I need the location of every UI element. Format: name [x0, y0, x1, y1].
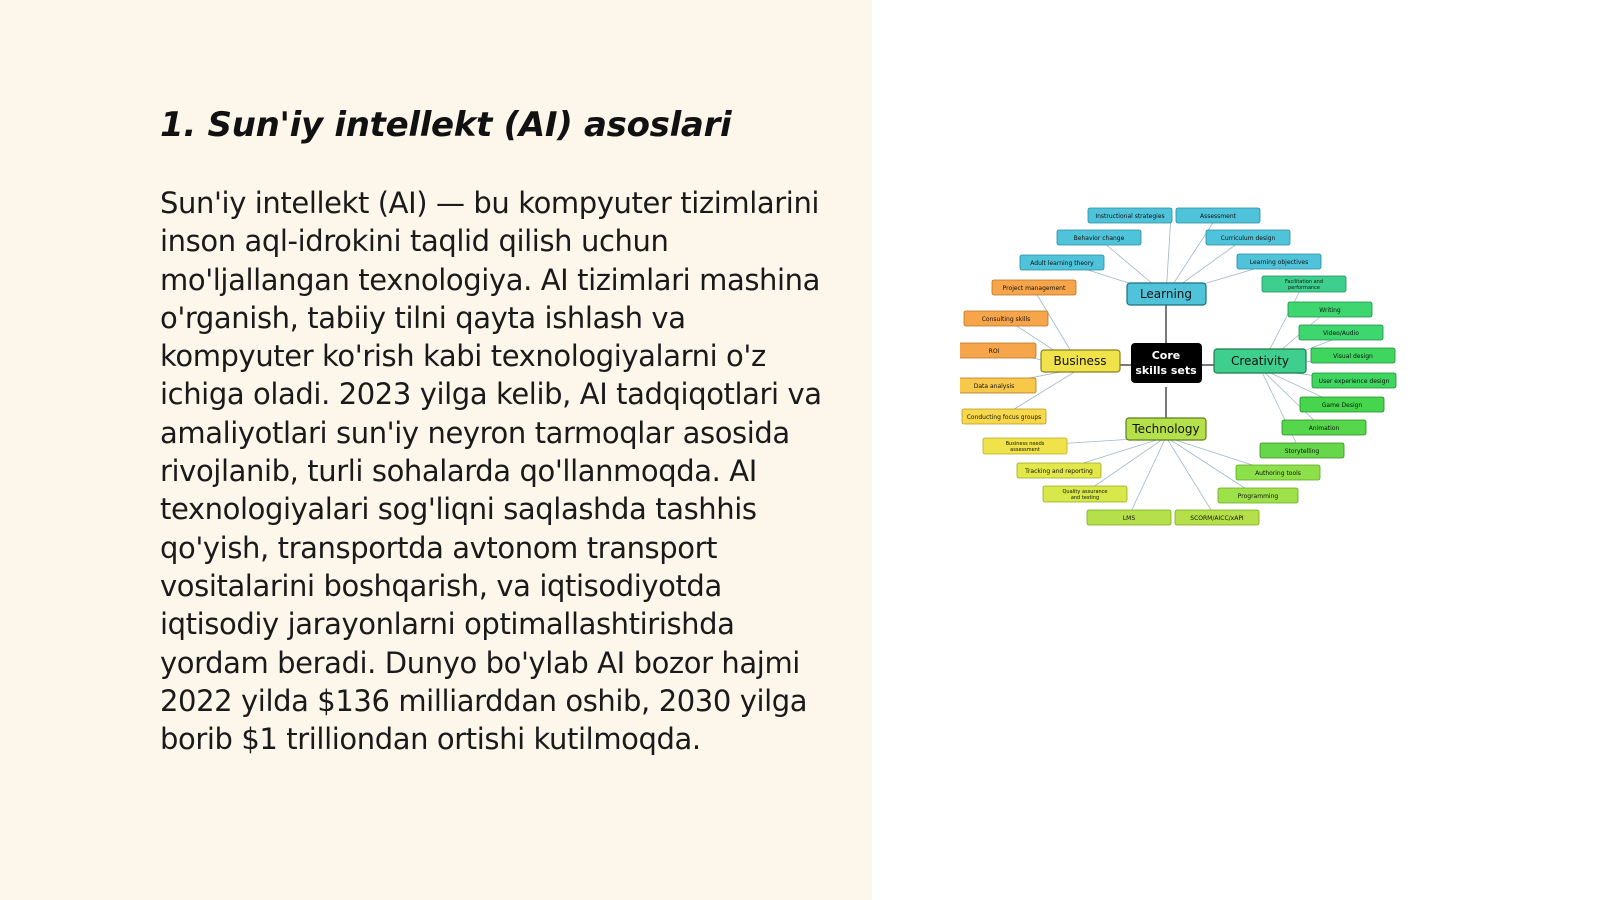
branch-creativity: Creativity: [1230, 354, 1290, 368]
slide-title: 1. Sun'iy intellekt (AI) asoslari: [160, 105, 732, 145]
core-label-line1: Core: [1151, 349, 1181, 362]
leaf-game-design: Game Design: [1321, 402, 1363, 409]
slide-body-text: Sun'iy intellekt (AI) — bu kompyuter tizimlarini inson aql-idrokini taqlid qilish uchun mo'ljallangan texnologiya. AI tizimlari mashina o'rganish, tabiiy tilni qayta ishlash va kompyuter ko'rish kabi texnologiyalarni o'z ichiga oladi. 2023 yilga kelib, AI tadqiqotlari va amaliyotlari sun'iy neyron tarmoqlar asosida rivojlanib, turli sohalarda qo'llanmoqda. AI texnologiyalari sog'liqni saqlashda tashhis qo'yish, transportda avtonom transport vositalarini boshqarish, va iqtisodiyotda iqtisodiy jarayonlarni optimallashtirishda yordam beradi. Dunyo bo'ylab AI bozor hajmi 2022 yilda $136 milliarddan oshib, 2030 yilga borib $1 trilliondan ortishi kutilmoqda.: [160, 186, 822, 757]
leaf-qa-2: and testing: [1070, 495, 1100, 501]
leaf-tracking-reporting: Tracking and reporting: [1025, 468, 1093, 475]
leaf-data-analysis: Data analysis: [973, 383, 1015, 390]
core-node: [1131, 343, 1202, 383]
leaf-curriculum-design: Curriculum design: [1220, 235, 1276, 242]
leaf-lms: LMS: [1122, 515, 1136, 522]
leaf-business-needs-2: assessment: [1010, 447, 1040, 453]
core-skills-mindmap-image: [960, 195, 1430, 540]
leaf-facilitation-1: Facilitation and: [1285, 279, 1323, 285]
mindmap-svg: [960, 195, 1430, 540]
leaf-behavior-change: Behavior change: [1073, 235, 1125, 242]
leaf-facilitation-2: performance: [1287, 285, 1321, 291]
leaf-qa-1: Quality assurance: [1062, 489, 1108, 495]
leaf-learning-objectives: Learning objectives: [1249, 259, 1309, 266]
leaf-video-audio: Video/Audio: [1323, 330, 1359, 337]
leaf-focus-groups: Conducting focus groups: [966, 414, 1042, 421]
core-label-line2: skills sets: [1135, 364, 1197, 377]
leaf-business-needs-1: Business needs: [1005, 441, 1045, 447]
leaf-instructional-strategies: Instructional strategies: [1095, 213, 1165, 220]
leaf-writing: Writing: [1319, 307, 1341, 314]
branch-business: Business: [1053, 354, 1107, 368]
technology-leaves: [1017, 463, 1320, 525]
leaf-scorm: SCORM/AICC/xAPI: [1190, 515, 1244, 522]
leaf-ux-design: User experience design: [1318, 378, 1390, 385]
leaf-adult-learning-theory: Adult learning theory: [1030, 260, 1094, 267]
learning-leaves: [1020, 208, 1321, 270]
leaf-programming: Programming: [1237, 493, 1279, 500]
leaf-roi: ROI: [988, 348, 1000, 355]
branch-technology: Technology: [1132, 422, 1200, 436]
leaf-storytelling: Storytelling: [1284, 448, 1320, 455]
leaf-project-management: Project management: [1002, 285, 1066, 292]
leaf-consulting-skills: Consulting skills: [981, 316, 1031, 323]
leaf-animation: Animation: [1308, 425, 1340, 432]
branch-learning: Learning: [1139, 287, 1193, 301]
leaf-visual-design: Visual design: [1333, 353, 1373, 360]
leaf-assessment: Assessment: [1200, 213, 1236, 220]
leaf-authoring-tools: Authoring tools: [1255, 470, 1301, 477]
